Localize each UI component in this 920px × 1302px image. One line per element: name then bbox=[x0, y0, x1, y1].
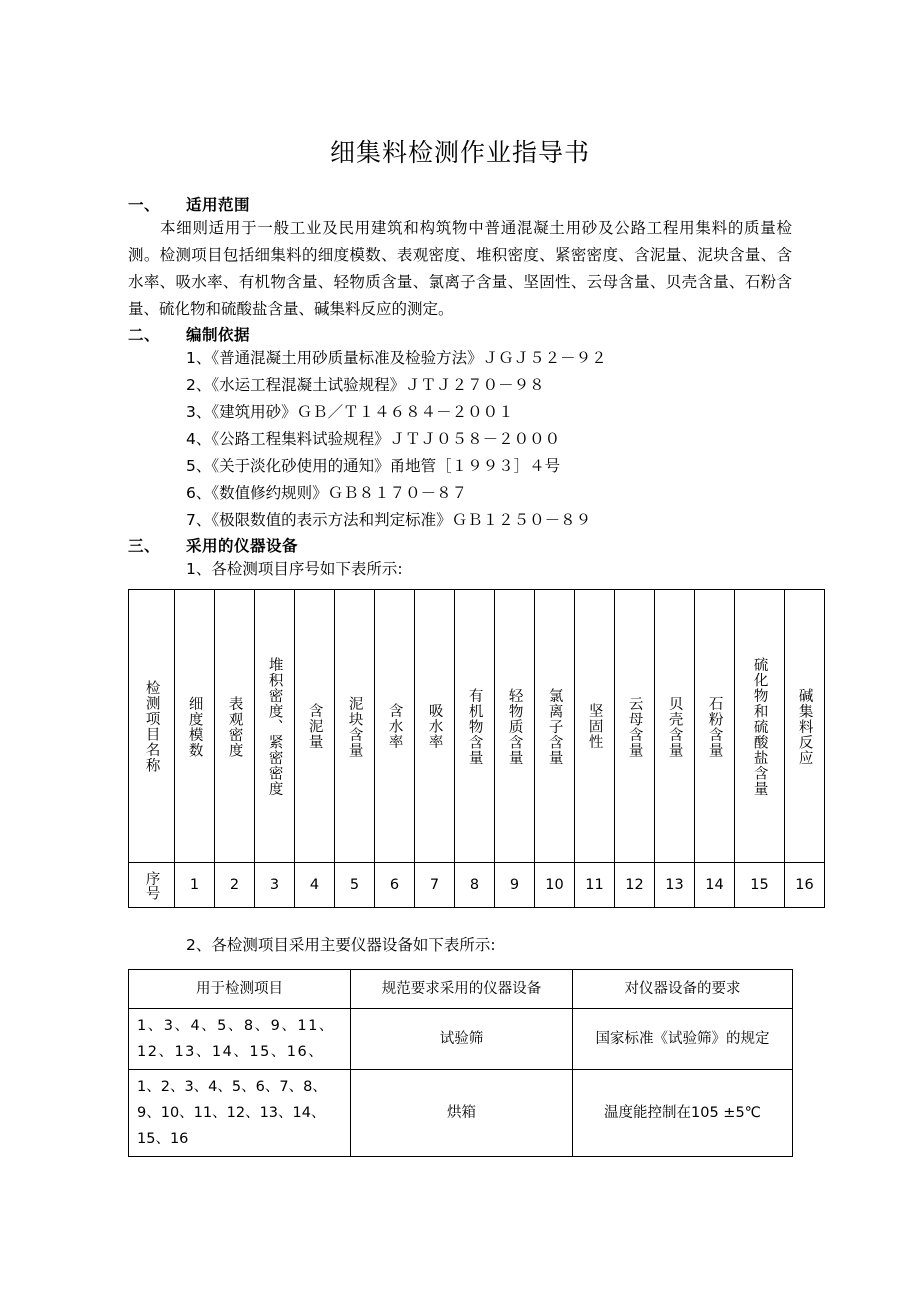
equipment-items-cell: 1、2、3、4、5、6、7、8、9、10、11、12、13、14、15、16 bbox=[129, 1070, 351, 1157]
detection-items-table bbox=[128, 589, 825, 908]
items-table-caption: 1、各检测项目序号如下表所示: bbox=[186, 560, 403, 578]
item-cell bbox=[535, 590, 575, 863]
column-header-items: 用于检测项目 bbox=[129, 970, 351, 1009]
number-cell: 16 bbox=[785, 863, 825, 908]
equipment-name-cell: 试验筛 bbox=[351, 1009, 573, 1070]
table-row bbox=[129, 590, 825, 863]
row-header-number bbox=[129, 863, 175, 908]
number-cell: 13 bbox=[655, 863, 695, 908]
reference-item: 6、《数值修约规则》ＧＢ８１７０－８７ bbox=[186, 484, 468, 502]
cell-text: 含水率 bbox=[386, 703, 403, 750]
reference-item: 1、《普通混凝土用砂质量标准及检验方法》ＪＧＪ５２－９２ bbox=[186, 349, 607, 367]
equipment-name-cell: 烘箱 bbox=[351, 1070, 573, 1157]
section-number-2: 二、 bbox=[128, 326, 161, 344]
equipment-items-cell: 1、3、4、5、8、9、11、12、13、14、15、16、 bbox=[129, 1009, 351, 1070]
spacer bbox=[128, 169, 792, 193]
item-cell bbox=[175, 590, 215, 863]
section-heading-1 bbox=[128, 193, 792, 215]
table-header-row bbox=[129, 970, 793, 1009]
section-heading-3 bbox=[128, 534, 792, 556]
reference-item: 3、《建筑用砂》ＧＢ／Ｔ１４６８４－２００１ bbox=[186, 403, 514, 421]
section-heading-2 bbox=[128, 323, 792, 345]
row-header-item-name bbox=[129, 590, 175, 863]
column-header-equipment: 规范要求采用的仪器设备 bbox=[351, 970, 573, 1009]
table-row bbox=[129, 1070, 793, 1157]
item-cell bbox=[735, 590, 785, 863]
number-cell: 1 bbox=[175, 863, 215, 908]
cell-text: 序号 bbox=[143, 870, 160, 900]
reference-item: 2、《水运工程混凝土试验规程》ＪＴＪ２７０－９８ bbox=[186, 376, 545, 394]
section-title-1: 适用范围 bbox=[186, 196, 251, 214]
number-cell: 8 bbox=[455, 863, 495, 908]
equipment-requirement-cell: 国家标准《试验筛》的规定 bbox=[573, 1009, 793, 1070]
reference-item: 5、《关于淡化砂使用的通知》甬地管［１９９３］４号 bbox=[186, 457, 561, 475]
cell-text: 表观密度 bbox=[226, 695, 243, 758]
page-title: 细集料检测作业指导书 bbox=[329, 138, 590, 167]
number-cell: 4 bbox=[295, 863, 335, 908]
table-row bbox=[129, 1009, 793, 1070]
section-title-2: 编制依据 bbox=[186, 326, 251, 344]
item-cell bbox=[375, 590, 415, 863]
cell-text: 轻物质含量 bbox=[506, 687, 523, 766]
item-cell bbox=[695, 590, 735, 863]
table-row bbox=[129, 863, 825, 908]
number-cell: 3 bbox=[255, 863, 295, 908]
section-title-3: 采用的仪器设备 bbox=[186, 537, 299, 555]
equipment-table bbox=[128, 969, 793, 1157]
cell-text: 硫化物和硫酸盐含量 bbox=[751, 656, 768, 797]
number-cell: 12 bbox=[615, 863, 655, 908]
cell-text: 堆积密度、紧密密度 bbox=[266, 656, 283, 797]
number-cell: 14 bbox=[695, 863, 735, 908]
item-cell bbox=[215, 590, 255, 863]
cell-text: 含泥量 bbox=[306, 703, 323, 750]
scope-paragraph: 本细则适用于一般工业及民用建筑和构筑物中普通混凝土用砂及公路工程用集料的质量检测。检测项目包括细集料的细度模数、表观密度、堆积密度、紧密密度、含泥量、泥块含量、含水率、吸水率、有机物含量、轻物质含量、氯离子含量、坚固性、云母含量、贝壳含量、石粉含量、硫化物和硫酸盐含量、碱集料反应的测定。 bbox=[128, 219, 792, 318]
item-cell bbox=[785, 590, 825, 863]
cell-text: 检测项目名称 bbox=[143, 680, 160, 773]
item-cell bbox=[335, 590, 375, 863]
cell-text: 云母含量 bbox=[626, 695, 643, 758]
cell-text: 碱集料反应 bbox=[796, 687, 813, 766]
item-cell bbox=[255, 590, 295, 863]
cell-text: 细度模数 bbox=[186, 695, 203, 758]
number-cell: 6 bbox=[375, 863, 415, 908]
item-cell bbox=[495, 590, 535, 863]
item-cell bbox=[455, 590, 495, 863]
section-number-3: 三、 bbox=[128, 537, 161, 555]
equipment-requirement-cell: 温度能控制在105 ±5℃ bbox=[573, 1070, 793, 1157]
number-cell: 15 bbox=[735, 863, 785, 908]
item-cell bbox=[615, 590, 655, 863]
reference-item: 7、《极限数值的表示方法和判定标准》ＧＢ１２５０－８９ bbox=[186, 511, 592, 529]
number-cell: 11 bbox=[575, 863, 615, 908]
section-number-1: 一、 bbox=[128, 196, 161, 214]
spacer bbox=[128, 908, 792, 932]
cell-text: 有机物含量 bbox=[466, 687, 483, 766]
cell-text: 氯离子含量 bbox=[546, 687, 563, 766]
number-cell: 9 bbox=[495, 863, 535, 908]
number-cell: 5 bbox=[335, 863, 375, 908]
number-cell: 7 bbox=[415, 863, 455, 908]
cell-text: 石粉含量 bbox=[706, 695, 723, 758]
cell-text: 吸水率 bbox=[426, 703, 443, 750]
item-cell bbox=[575, 590, 615, 863]
item-cell bbox=[295, 590, 335, 863]
item-cell bbox=[655, 590, 695, 863]
item-cell bbox=[415, 590, 455, 863]
column-header-requirement: 对仪器设备的要求 bbox=[573, 970, 793, 1009]
cell-text: 贝壳含量 bbox=[666, 695, 683, 758]
cell-text: 坚固性 bbox=[586, 703, 603, 750]
number-cell: 10 bbox=[535, 863, 575, 908]
number-cell: 2 bbox=[215, 863, 255, 908]
equipment-table-caption: 2、各检测项目采用主要仪器设备如下表所示: bbox=[186, 936, 496, 954]
cell-text: 泥块含量 bbox=[346, 695, 363, 758]
reference-item: 4、《公路工程集料试验规程》ＪＴＪ０５８－２０００ bbox=[186, 430, 561, 448]
